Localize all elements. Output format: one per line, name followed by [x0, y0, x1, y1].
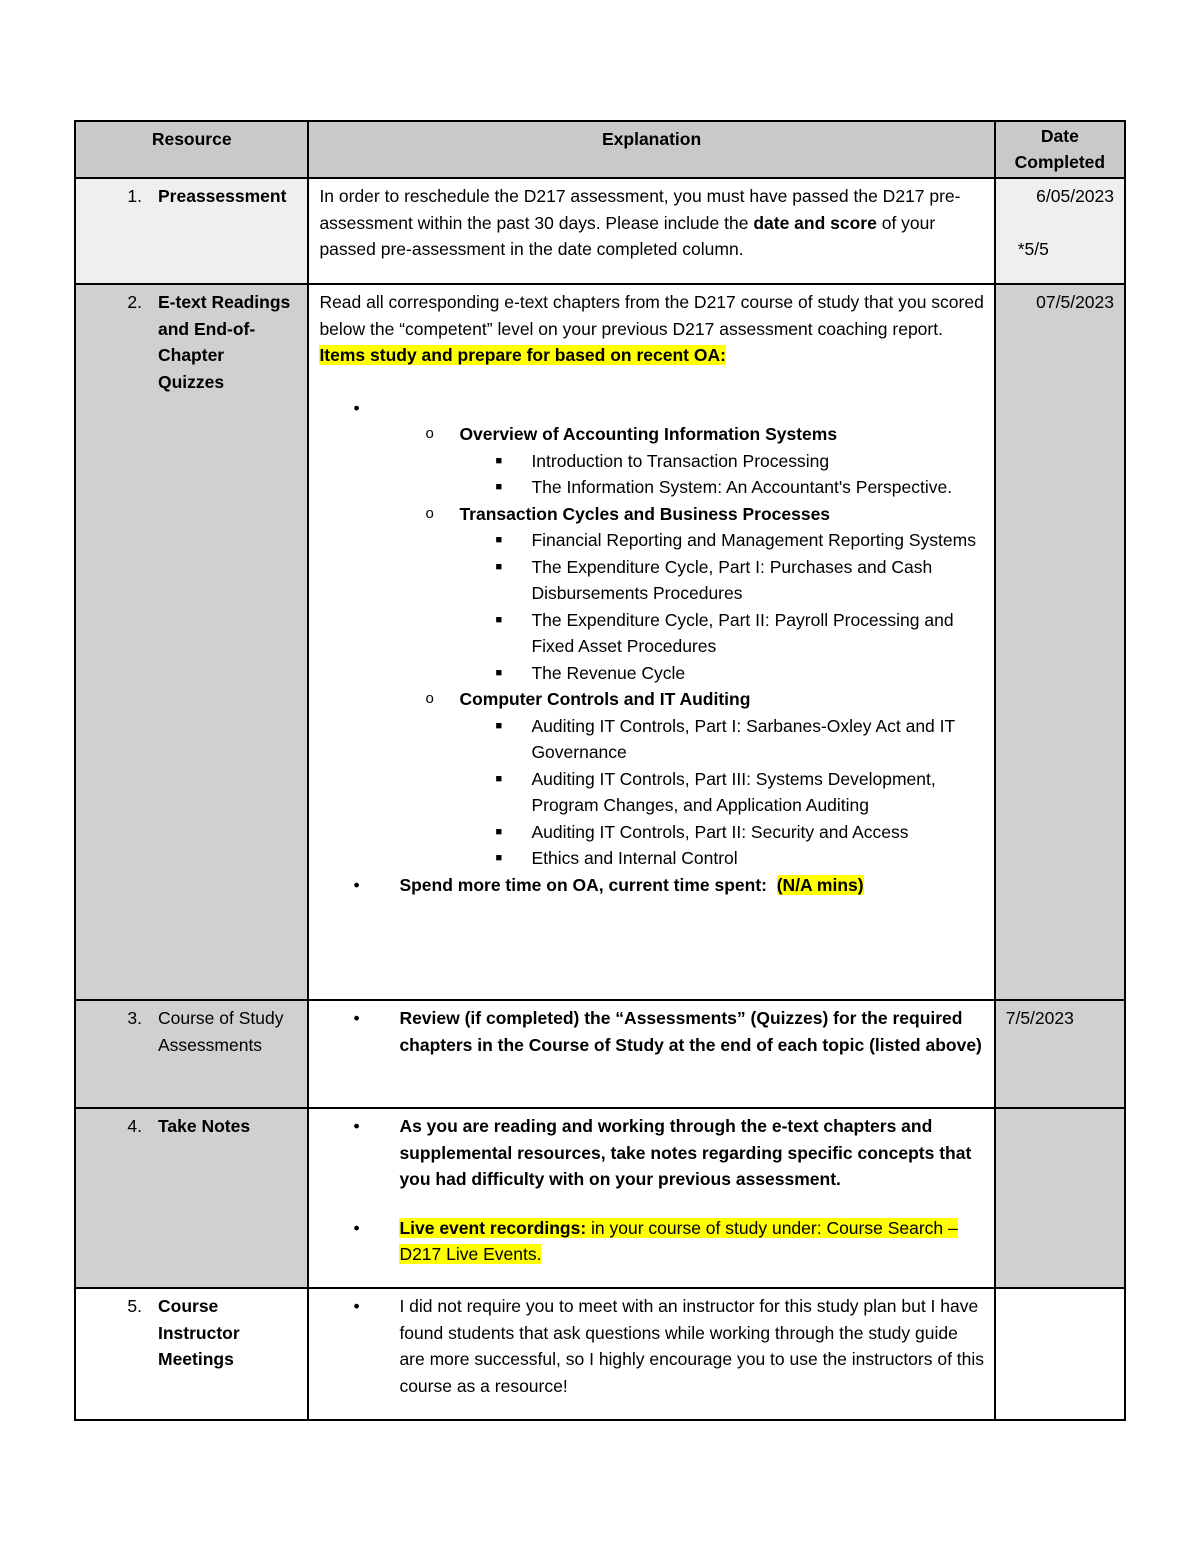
date-cell — [995, 178, 1125, 284]
row-number: 3. — [127, 1008, 142, 1028]
chapter-title: The Information System: An Accountant's Perspective. — [531, 477, 953, 497]
topic-section — [319, 421, 985, 448]
resource-cell — [75, 178, 308, 284]
circle-bullet-icon: o — [425, 690, 434, 707]
live-events-text: in your course of study under: Course Search – D217 Live Events. — [399, 1217, 958, 1264]
date-completed — [996, 1109, 1124, 1113]
explanation-text — [309, 179, 993, 271]
chapter-title: Ethics and Internal Control — [531, 848, 738, 868]
date-completed: 7/5/2023 — [1005, 1008, 1074, 1028]
explanation-cell — [308, 284, 994, 1000]
square-bullet-icon: ■ — [495, 613, 503, 626]
chapter-title: Auditing IT Controls, Part III: Systems Development, Program Changes, and Application Auditing — [531, 768, 936, 815]
explanation-cell — [308, 1108, 994, 1288]
explanation-text: As you are reading and working through the e-text chapters and supplemental resources, take notes regarding specific concepts that you had difficulty with on your previous assessment. — [399, 1116, 972, 1189]
list-item — [319, 1215, 985, 1268]
explanation-cell — [308, 178, 994, 284]
list-item — [319, 1005, 985, 1058]
list-item — [319, 1293, 985, 1399]
chapter-title: The Expenditure Cycle, Part I: Purchases and Cash Disbursements Procedures — [531, 556, 933, 603]
square-bullet-icon: ■ — [495, 481, 503, 493]
list-item — [319, 1113, 985, 1193]
header-date-line1: Date — [1040, 126, 1079, 146]
resource-name: Course Instructor Meetings — [158, 1296, 240, 1369]
bullet-icon: • — [353, 397, 360, 418]
table-row — [75, 1000, 1125, 1108]
bullet-icon: • — [353, 874, 360, 895]
date-cell — [995, 1288, 1125, 1420]
row-number: 4. — [127, 1116, 142, 1136]
explanation-text: Read all corresponding e-text chapters from the D217 course of study that you scored below the “competent” level on your previous D217 assessment coaching report. — [319, 292, 984, 339]
time-spent-text: Spend more time on OA, current time spent: — [399, 874, 767, 895]
chapter-title: Introduction to Transaction Processing — [531, 450, 830, 471]
row-number: 5. — [127, 1296, 142, 1316]
circle-bullet-icon: o — [425, 504, 434, 522]
resource-cell — [75, 1108, 308, 1288]
list-item — [319, 845, 985, 872]
list-item — [319, 474, 985, 501]
chapter-title: The Expenditure Cycle, Part II: Payroll Processing and Fixed Asset Procedures — [531, 609, 954, 656]
resource-name: Course of Study Assessments — [158, 1008, 284, 1055]
date-cell — [995, 1108, 1125, 1288]
explanation-text: I did not require you to meet with an instructor for this study plan but I have found students that ask questions while working through the study guide are more successful, so I highly encourage you to use the instructors of this course as a resource! — [399, 1296, 985, 1396]
time-spent-value: (N/A mins) — [776, 874, 864, 895]
topic-title: Transaction Cycles and Business Processes — [459, 503, 831, 524]
table-row — [75, 178, 1125, 284]
header-date-line2: Completed — [1014, 152, 1106, 172]
date-cell — [995, 284, 1125, 1000]
topic-title: Computer Controls and IT Auditing — [459, 689, 751, 709]
chapter-title: Financial Reporting and Management Reporting Systems — [531, 530, 976, 550]
resource-cell — [75, 284, 308, 1000]
resource-name: Preassessment — [158, 186, 287, 206]
list-item — [319, 395, 985, 422]
resource-cell — [75, 1000, 308, 1108]
preassessment-score: *5/5 — [1017, 238, 1049, 259]
row-number: 1. — [127, 186, 142, 206]
live-events-label: Live event recordings: — [399, 1217, 587, 1238]
square-bullet-icon: ■ — [495, 772, 503, 785]
resource-name: E-text Readings and End-of-Chapter Quizzes — [158, 292, 291, 392]
table-row — [75, 284, 1125, 1000]
table-header-row — [75, 121, 1125, 178]
date-completed: 6/05/2023 — [1036, 186, 1114, 206]
list-item — [319, 607, 985, 660]
square-bullet-icon: ■ — [495, 454, 503, 467]
explanation-bold: date and score — [753, 212, 877, 233]
row-number: 2. — [127, 292, 142, 312]
resource-name: Take Notes — [158, 1116, 251, 1136]
study-plan-table — [74, 120, 1126, 1421]
bullet-icon: • — [353, 1116, 360, 1136]
bullet-icon: • — [353, 1217, 360, 1238]
list-item — [319, 660, 985, 687]
chapter-title: Auditing IT Controls, Part II: Security and Access — [531, 821, 909, 842]
topic-title: Overview of Accounting Information Systems — [459, 424, 838, 444]
topic-section — [319, 686, 985, 713]
list-item — [319, 448, 985, 475]
square-bullet-icon: ■ — [495, 825, 503, 838]
list-item — [319, 713, 985, 766]
highlighted-heading: Items study and prepare for based on recent OA: — [319, 345, 726, 365]
explanation-cell — [308, 1288, 994, 1420]
chapter-title: Auditing IT Controls, Part I: Sarbanes-Oxley Act and IT Governance — [531, 715, 955, 762]
header-date-completed — [995, 121, 1125, 178]
square-bullet-icon: ■ — [495, 560, 503, 573]
square-bullet-icon: ■ — [495, 534, 503, 546]
date-completed — [996, 1289, 1124, 1293]
explanation-part: of your passed pre-assessment in the date completed column. — [319, 212, 936, 259]
list-item — [319, 819, 985, 846]
table-row — [75, 1288, 1125, 1420]
date-completed: 07/5/2023 — [1036, 292, 1114, 312]
square-bullet-icon: ■ — [495, 852, 503, 864]
date-cell — [995, 1000, 1125, 1108]
resource-cell — [75, 1288, 308, 1420]
bullet-icon: • — [353, 1296, 360, 1316]
list-item — [319, 766, 985, 819]
list-item — [319, 527, 985, 554]
list-item — [319, 554, 985, 607]
square-bullet-icon: ■ — [495, 666, 503, 679]
list-item — [319, 872, 985, 899]
explanation-part: In order to reschedule the D217 assessment, you must have passed the D217 pre-assessment within the past 30 days. Please include the — [319, 186, 961, 233]
explanation-cell — [308, 1000, 994, 1108]
header-explanation: Explanation — [308, 121, 994, 178]
circle-bullet-icon: o — [425, 425, 434, 442]
chapter-title: The Revenue Cycle — [531, 662, 686, 683]
bullet-icon: • — [353, 1008, 360, 1028]
square-bullet-icon: ■ — [495, 719, 503, 732]
topic-section — [319, 501, 985, 528]
topic-list — [319, 421, 985, 872]
table-row — [75, 1108, 1125, 1288]
header-resource: Resource — [75, 121, 308, 178]
explanation-text: Review (if completed) the “Assessments” (Quizzes) for the required chapters in the Course of Study at the end of each topic (listed above) — [399, 1008, 982, 1055]
